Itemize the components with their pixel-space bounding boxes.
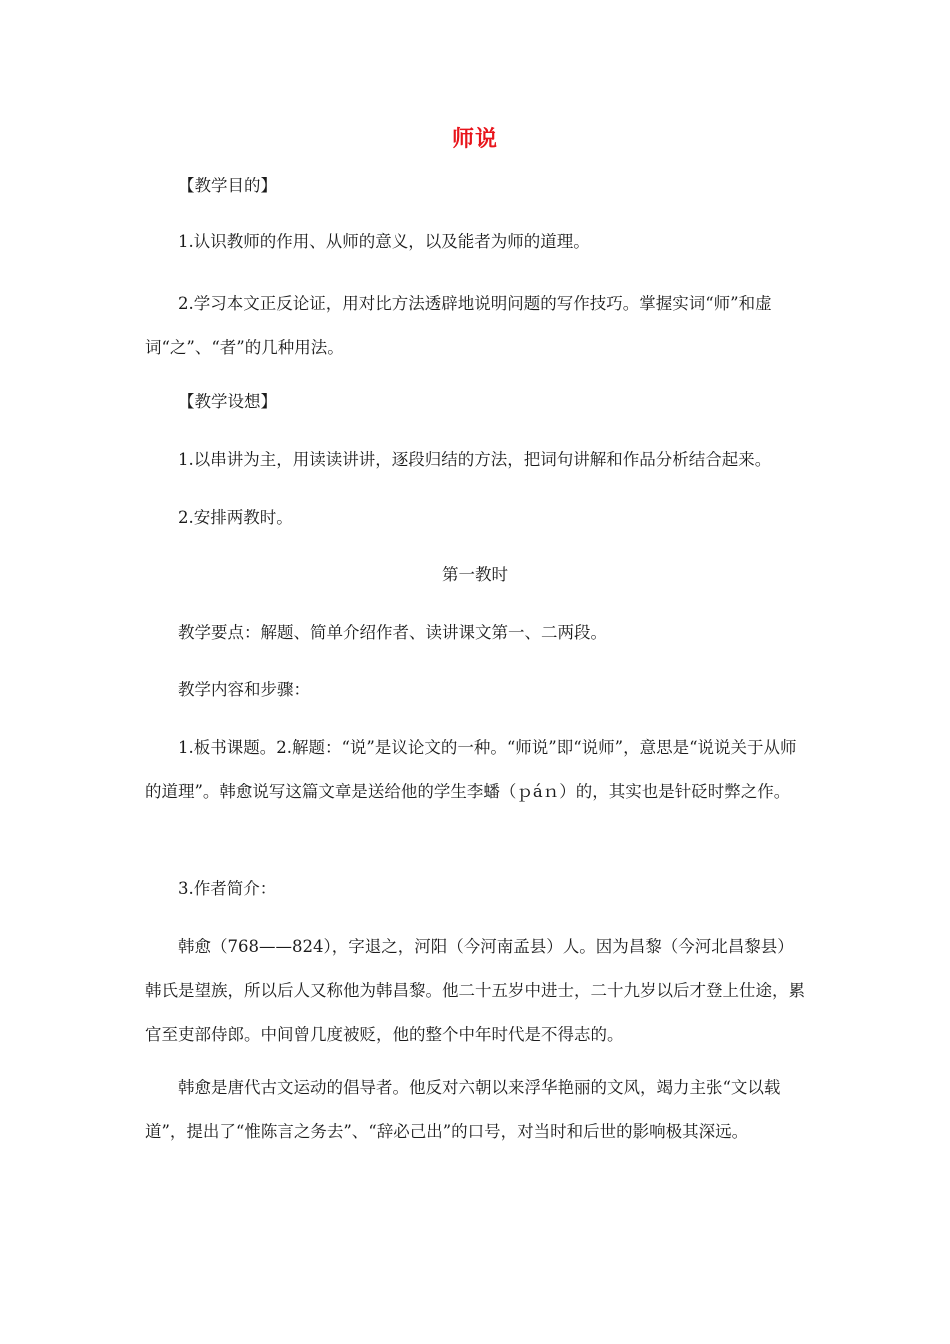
heading-teaching-design: 【教学设想】 <box>178 392 277 411</box>
step-3-author-intro: 3.作者简介： <box>178 879 277 898</box>
content-and-steps-heading: 教学内容和步骤： <box>178 680 310 699</box>
design-item-1: 1.以串讲为主，用读读讲讲，逐段归结的方法，把词句讲解和作品分析结合起来。 <box>178 450 772 469</box>
lesson-heading: 第一教时 <box>442 565 508 584</box>
heading-teaching-goals: 【教学目的】 <box>178 176 277 195</box>
steps-1-2-paragraph: 1.板书课题。2.解题：“说”是议论文的一种。“师说”即“说师”，意思是“说说关于从师的道理”。韩愈说写这篇文章是送给他的学生李蟠（ｐáｎ）的，其实也是针砭时弊之作。 <box>145 738 797 801</box>
author-paragraph-1: 韩愈（768——824），字退之，河阳（今河南孟县）人。因为昌黎（今河北昌黎县）韩氏是望族，所以后人又称他为韩昌黎。他二十五岁中进士，二十九岁以后才登上仕途，累官至吏部侍郎。中间曾几度被贬，他的整个中年时代是不得志的。 <box>145 937 805 1044</box>
author-paragraph-2: 韩愈是唐代古文运动的倡导者。他反对六朝以来浮华艳丽的文风，竭力主张“文以载道”，提出了“惟陈言之务去”、“辞必己出”的口号，对当时和后世的影响极其深远。 <box>145 1078 781 1141</box>
teaching-key-points: 教学要点：解题、简单介绍作者、读讲课文第一、二两段。 <box>178 623 607 642</box>
design-item-2: 2.安排两教时。 <box>178 508 293 527</box>
goal-item-2: 2.学习本文正反论证，用对比方法透辟地说明问题的写作技巧。掌握实词“师”和虚词“之”、“者”的几种用法。 <box>145 294 772 357</box>
document-title: 师说 <box>451 127 498 152</box>
goal-item-1: 1.认识教师的作用、从师的意义，以及能者为师的道理。 <box>178 232 590 251</box>
